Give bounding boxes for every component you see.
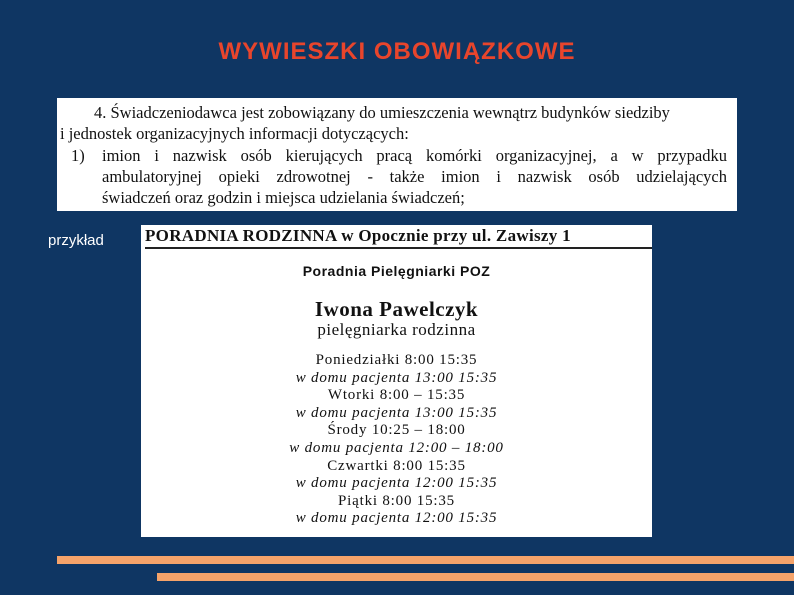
accent-bar: [57, 556, 794, 564]
schedule-item-home-visit: w domu pacjenta 12:00 15:35: [295, 510, 498, 527]
notice-person-role: pielęgniarka rodzinna: [317, 320, 476, 339]
legal-text-line: ambulatoryjnej opieki zdrowotnej - także imion i nazwisk osób udzielających: [102, 167, 727, 186]
legal-item-number: 1): [71, 146, 85, 165]
schedule-list: [141, 352, 652, 528]
schedule-item: Poniedziałki 8:00 15:35: [315, 352, 478, 368]
accent-bar: [157, 573, 794, 581]
schedule-item-home-visit: w domu pacjenta 12:00 – 18:00: [289, 439, 504, 456]
notice-example: [141, 225, 652, 537]
schedule-item: Czwartki 8:00 15:35: [327, 457, 466, 474]
schedule-item-home-visit: w domu pacjenta 12:00 15:35: [295, 475, 498, 492]
example-label: przykład: [48, 232, 104, 249]
schedule-item-home-visit: w domu pacjenta 13:00 15:35: [295, 404, 498, 421]
legal-text-line: 4. Świadczeniodawca jest zobowiązany do umieszczenia wewnątrz budynków siedziby: [94, 103, 670, 122]
legal-text-line: świadczeń oraz godzin i miejsca udzielania świadczeń;: [102, 188, 465, 207]
notice-unit: Poradnia Pielęgniarki POZ: [302, 263, 491, 279]
schedule-item: Wtorki 8:00 – 15:35: [327, 387, 466, 404]
schedule-item-home-visit: w domu pacjenta 13:00 15:35: [295, 369, 498, 386]
legal-text-line: imion i nazwisk osób kierujących pracą komórki organizacyjnej, a w przypadku: [102, 146, 727, 165]
schedule-item: Piątki 8:00 15:35: [338, 492, 455, 509]
schedule-item: Środy 10:25 – 18:00: [327, 422, 466, 439]
legal-text-line: i jednostek organizacyjnych informacji dotyczących:: [60, 124, 409, 143]
notice-person-name: Iwona Pawelczyk: [314, 297, 479, 321]
notice-header: PORADNIA RODZINNA w Opocznie przy ul. Zawiszy 1: [145, 226, 652, 249]
slide-title: WYWIESZKI OBOWIĄZKOWE: [218, 38, 576, 65]
legal-text-excerpt: [57, 98, 737, 211]
